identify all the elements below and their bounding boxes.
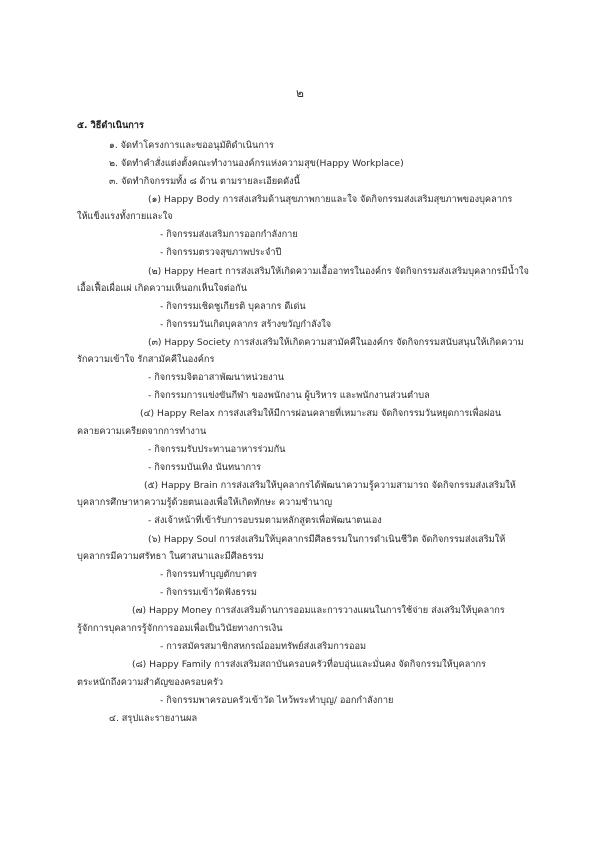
step-3: ๓. จัดทำกิจกรรมทั้ง ๘ ด้าน ตามรายละเอียดดังนี้ (109, 176, 300, 187)
happy-money-cont: รู้จักการบุคลากรรู้จักการออมเพื่อเป็นวินัยทางการเงิน (77, 623, 283, 634)
happy-relax-cont: คลายความเครียดจากการทำงาน (77, 426, 207, 437)
happy-brain-intro: (๕) Happy Brain การส่งเสริมให้บุคลากรได้พัฒนาความรู้ความสามารถ จัดกิจกรรมส่งเสริมให้ (144, 480, 516, 491)
happy-society-item-2: - กิจกรรมการแข่งขันกีฬา ของพนักงาน ผู้บริหาร และพนักงานส่วนตำบล (148, 390, 430, 401)
happy-society-cont: รักความเข้าใจ รักสามัคคีในองค์กร (77, 354, 215, 365)
happy-society-item-1: - กิจกรรมจิตอาสาพัฒนาหน่วยงาน (148, 372, 285, 383)
happy-heart-intro: (๒) Happy Heart การส่งเสริมให้เกิดความเอื้ออาทรในองค์กร จัดกิจกรรมส่งเสริมบุคลากรมีน้ำใจ (148, 266, 529, 277)
happy-relax-intro: (๔) Happy Relax การส่งเสริมให้มีการผ่อนคลายที่เหมาะสม จัดกิจกรรมวันหยุดการเพื่อผ่อน (140, 408, 502, 419)
step-1: ๑. จัดทำโครงการและขออนุมัติดำเนินการ (109, 140, 274, 151)
happy-soul-item-2: - กิจกรรมเข้าวัดฟังธรรม (160, 587, 257, 598)
step-2: ๒. จัดทำคำสั่งแต่งตั้งคณะทำงานองค์กรแห่งความสุข(Happy Workplace) (109, 158, 404, 169)
happy-body-cont: ให้แข็งแรงทั้งกายและใจ (77, 211, 173, 222)
happy-body-item-1: - กิจกรรมส่งเสริมการออกกำลังกาย (160, 229, 298, 240)
page-number: ๒ (296, 86, 304, 100)
happy-family-item-1: - กิจกรรมพาครอบครัวเข้าวัด ไหว้พระทำบุญ/ ออกกำลังกาย (160, 695, 394, 706)
happy-brain-cont: บุคลากรศึกษาหาความรู้ด้วยตนเองเพื่อให้เกิดทักษะ ความชำนาญ (77, 497, 333, 508)
happy-soul-cont: บุคลากรมีความศรัทธา ในศาสนาและมีศีลธรรม (77, 551, 264, 562)
happy-relax-item-1: - กิจกรรมรับประทานอาหารร่วมกัน (148, 444, 286, 455)
happy-soul-item-1: - กิจกรรมทำบุญตักบาตร (160, 569, 257, 580)
happy-money-item-1: - การสมัครสมาชิกสหกรณ์ออมทรัพย์ส่งเสริมการออม (160, 641, 367, 652)
happy-money-intro: (๗) Happy Money การส่งเสริมด้านการออมและการวางแผนในการใช้จ่าย ส่งเสริมให้บุคลากร (132, 605, 505, 616)
happy-heart-cont: เอื้อเฟื้อเผื่อแผ่ เกิดความเห็นอกเห็นใจต่อกัน (77, 283, 248, 294)
happy-family-cont: ตระหนักถึงความสำคัญของครอบครัว (77, 677, 223, 688)
happy-body-item-2: - กิจกรรมตรวจสุขภาพประจำปี (160, 247, 282, 258)
happy-heart-item-1: - กิจกรรมเชิดชูเกียรติ บุคลากร ดีเด่น (160, 301, 306, 312)
happy-body-intro: (๑) Happy Body การส่งเสริมด้านสุขภาพกายและใจ จัดกิจกรรมส่งเสริมสุขภาพของบุคลากร (148, 194, 513, 205)
step-4: ๔. สรุปและรายงานผล (109, 713, 198, 724)
section-heading: ๕. วิธีดำเนินการ (77, 120, 144, 131)
happy-heart-item-2: - กิจกรรมวันเกิดบุคลากร สร้างขวัญกำลังใจ (160, 319, 332, 330)
happy-soul-intro: (๖) Happy Soul การส่งเสริมให้บุคลากรมีศีลธรรมในการดำเนินชีวิต จัดกิจกรรมส่งเสริมให้ (148, 534, 506, 545)
happy-brain-item-1: - ส่งเจ้าหน้าที่เข้ารับการอบรมตามหลักสูตรเพื่อพัฒนาตนเอง (148, 515, 382, 526)
happy-relax-item-2: - กิจกรรมบันเทิง นันทนาการ (148, 462, 262, 473)
happy-family-intro: (๘) Happy Family การส่งเสริมสถาบันครอบครัวที่อบอุ่นและมั่นคง จัดกิจกรรมให้บุคลากร (132, 659, 486, 670)
happy-society-intro: (๓) Happy Society การส่งเสริมให้เกิดความสามัคคีในองค์กร จัดกิจกรรมสนับสนุนให้เกิดความ (148, 337, 524, 348)
